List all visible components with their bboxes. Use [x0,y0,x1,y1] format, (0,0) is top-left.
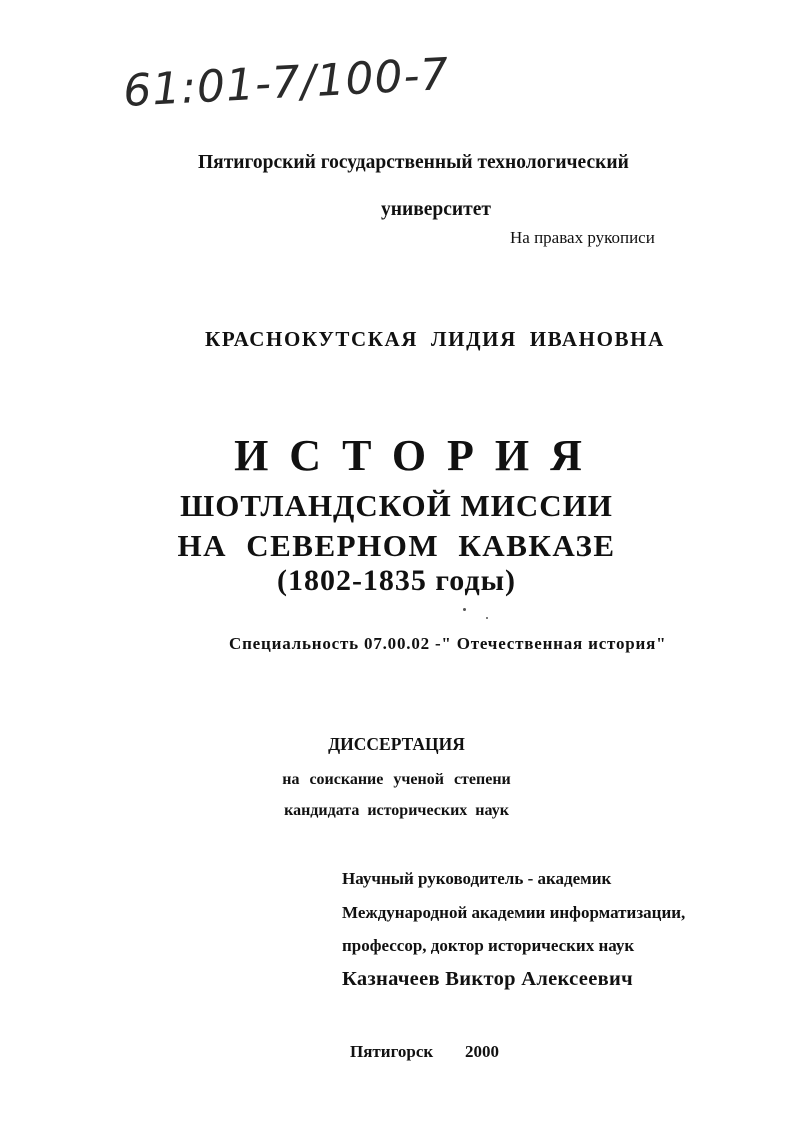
publication-year: 2000 [465,1042,499,1061]
supervisor-name: Казначеев Виктор Алексеевич [342,968,633,990]
degree-line-2: кандидата исторических наук [284,802,509,819]
handwritten-catalog-code: 61:01-7/100-7 [122,48,451,117]
scan-speck [463,608,466,611]
specialty-line: Специальность 07.00.02 -" Отечественная история" [229,634,667,653]
dissertation-heading: ДИССЕРТАЦИЯ [328,734,465,754]
scan-speck [486,617,488,619]
manuscript-rights-note: На правах рукописи [510,228,655,247]
title-line-2: ШОТЛАНДСКОЙ МИССИИ [180,488,613,523]
supervisor-line-2: Международной академии информатизации, [342,903,686,922]
university-name-line-2: университет [381,199,491,220]
degree-line-1: на соискание ученой степени [282,771,511,788]
title-line-4: (1802-1835 годы) [276,564,517,597]
title-line-3: НА СЕВЕРНОМ КАВКАЗЕ [177,528,616,563]
supervisor-line-1: Научный руководитель - академик [342,869,612,888]
university-name-line-1: Пятигорский государственный технологический [198,152,629,173]
author-name: КРАСНОКУТСКАЯ ЛИДИЯ ИВАНОВНА [205,327,665,351]
supervisor-line-3: профессор, доктор исторических наук [342,936,635,955]
place-of-publication: Пятигорск [350,1042,434,1061]
title-line-1: ИСТОРИЯ [234,431,603,480]
